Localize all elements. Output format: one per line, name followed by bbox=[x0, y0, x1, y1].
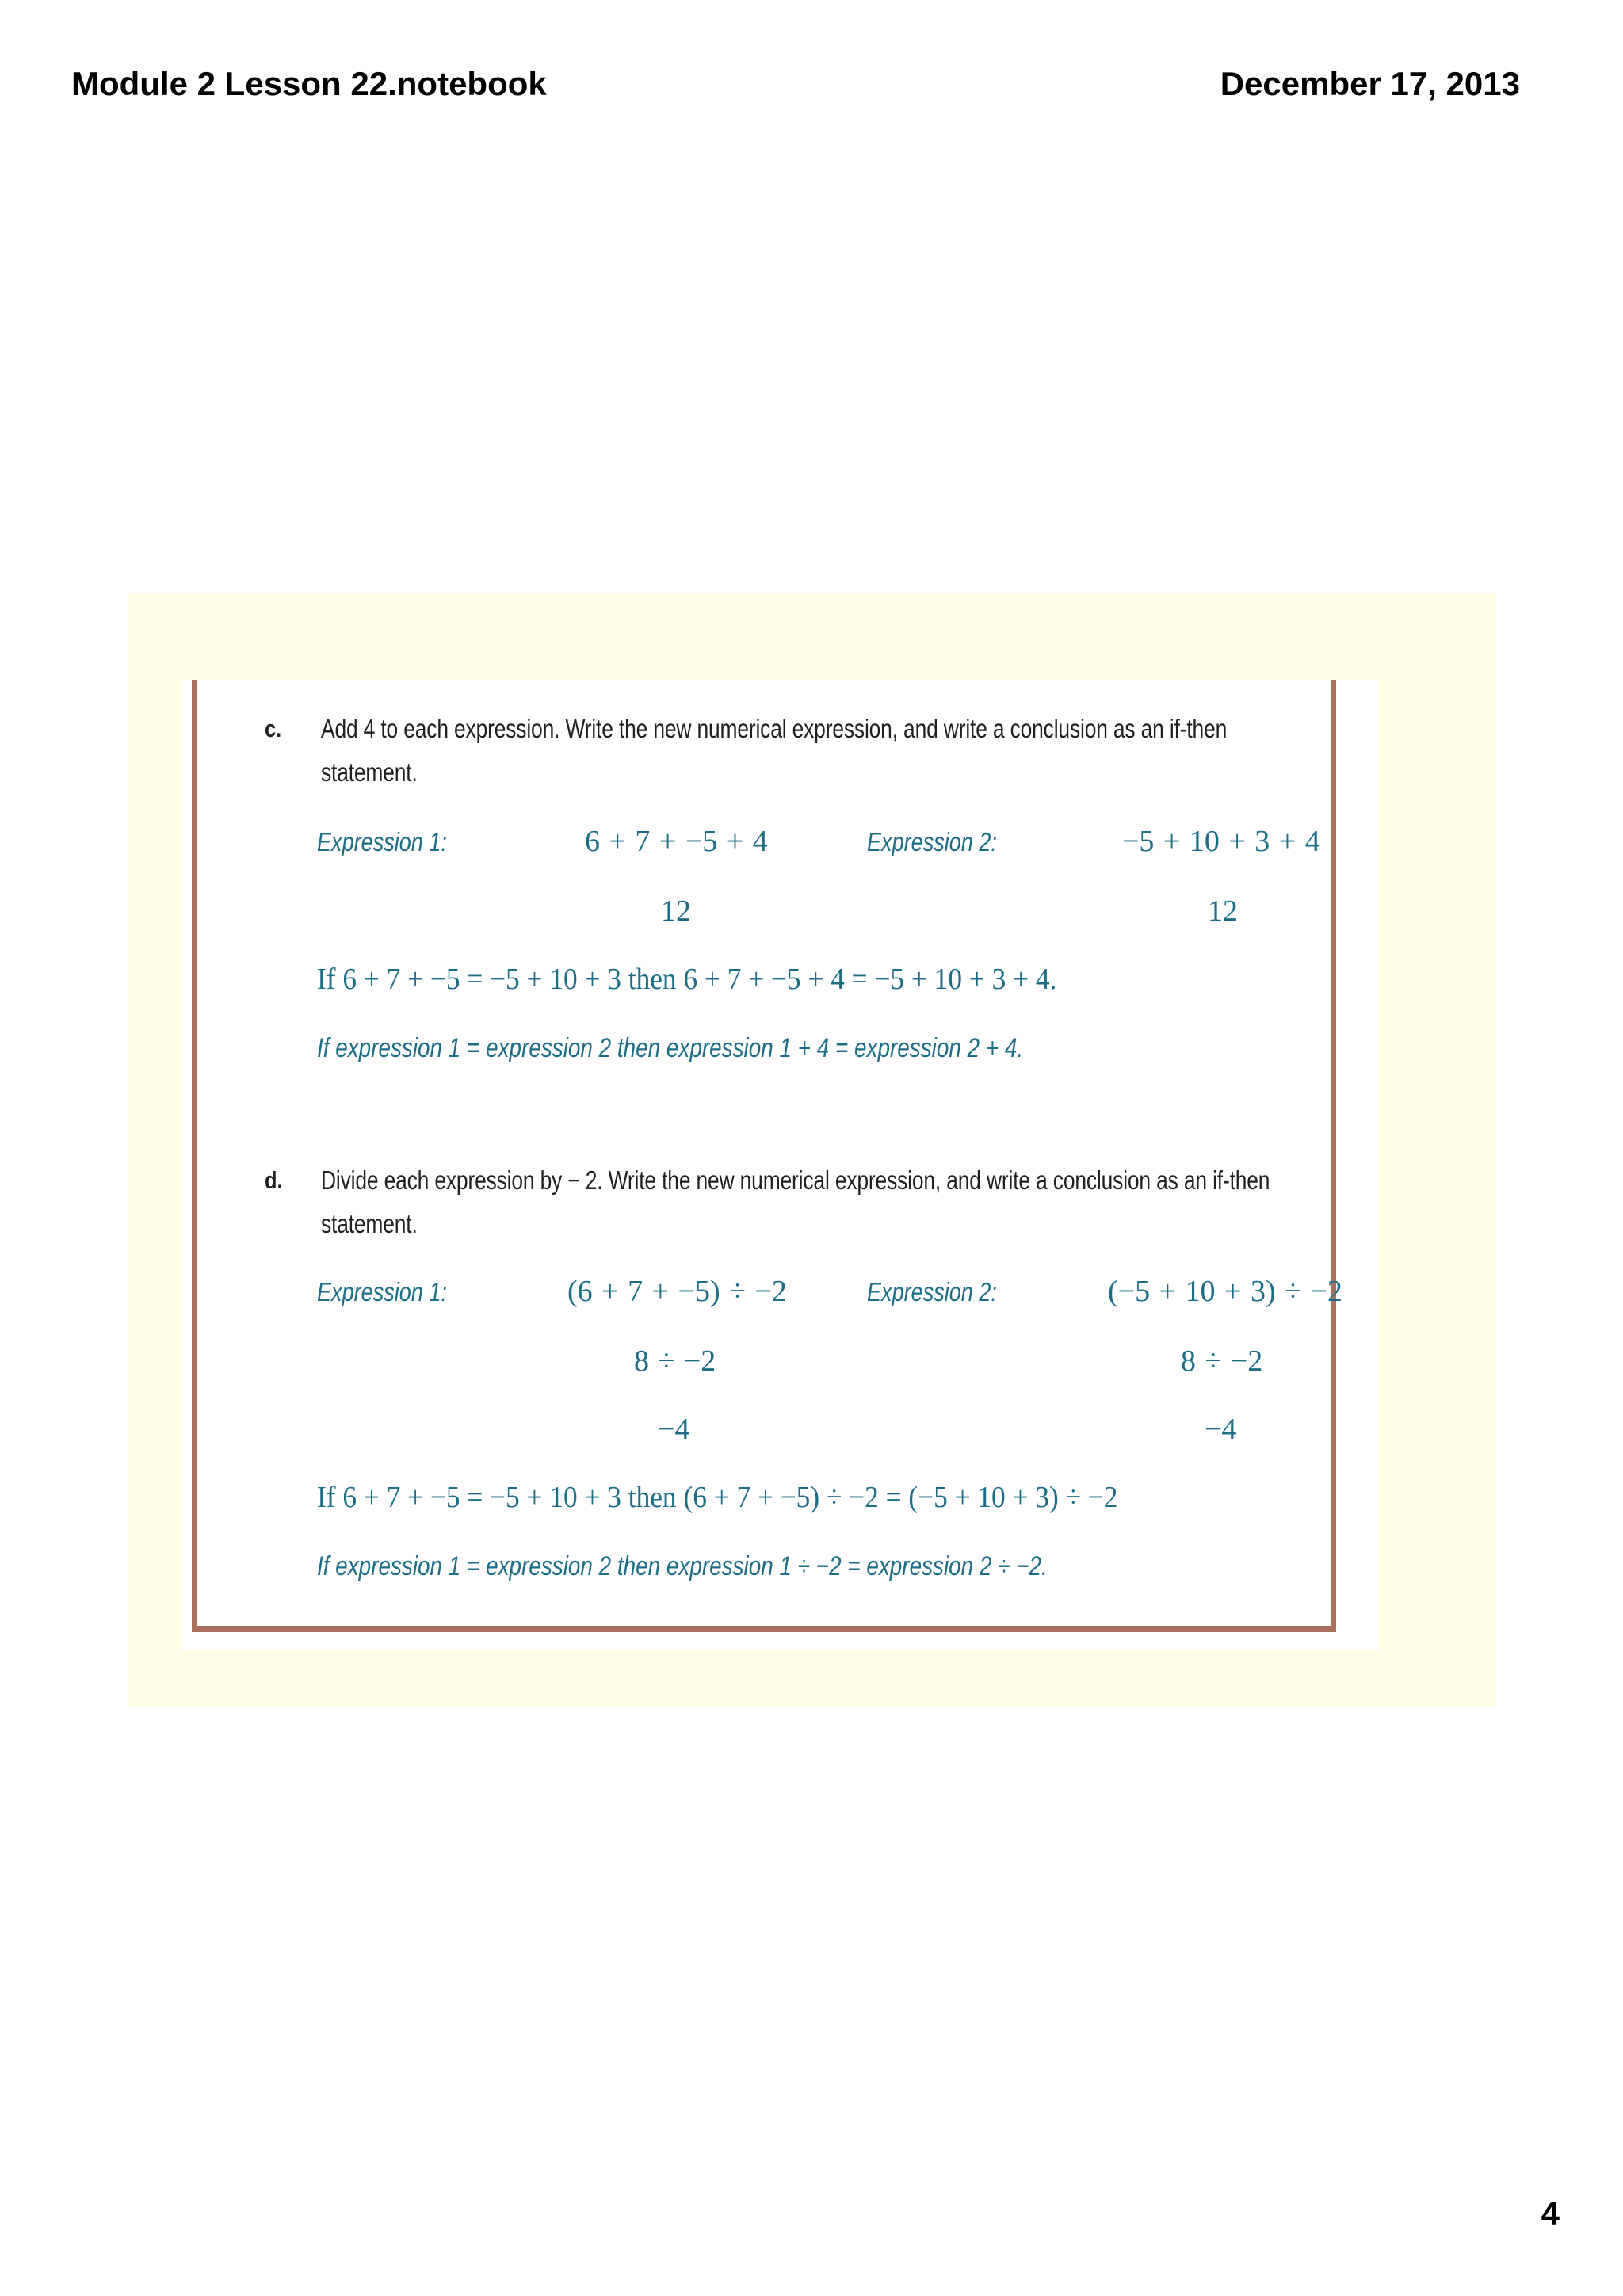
page-number: 4 bbox=[1541, 2195, 1560, 2232]
part-d-expression2-result: −4 bbox=[1205, 1413, 1237, 1446]
part-c-expression2-label: Expression 2: bbox=[867, 827, 997, 856]
part-d-expression1: (6 + 7 + −5) ÷ −2 bbox=[567, 1275, 787, 1308]
part-c-expression1-label: Expression 1: bbox=[317, 827, 447, 856]
part-d-expression2-step: 8 ÷ −2 bbox=[1181, 1344, 1263, 1378]
part-d-conclusion: If expression 1 = expression 2 then expression 1 ÷ −2 = expression 2 ÷ −2. bbox=[317, 1551, 1048, 1581]
part-d-expression1-result: −4 bbox=[658, 1413, 690, 1446]
part-d-expression2-label: Expression 2: bbox=[867, 1277, 997, 1306]
part-c-expression2: −5 + 10 + 3 + 4 bbox=[1122, 825, 1320, 858]
part-c-if-then-statement: If 6 + 7 + −5 = −5 + 10 + 3 then 6 + 7 + −5 + 4 = −5 + 10 + 3 + 4. bbox=[317, 963, 1057, 996]
part-d-letter: d. bbox=[265, 1166, 283, 1194]
document-title: Module 2 Lesson 22.notebook bbox=[71, 65, 547, 102]
part-d-prompt-line2: statement. bbox=[321, 1209, 418, 1238]
part-d-expression2: (−5 + 10 + 3) ÷ −2 bbox=[1108, 1275, 1342, 1308]
part-d-if-then-statement: If 6 + 7 + −5 = −5 + 10 + 3 then (6 + 7 + −5) ÷ −2 = (−5 + 10 + 3) ÷ −2 bbox=[317, 1481, 1118, 1514]
part-c-expression1: 6 + 7 + −5 + 4 bbox=[585, 825, 768, 858]
part-d-expression1-step: 8 ÷ −2 bbox=[634, 1344, 716, 1378]
part-c-prompt-line1: Add 4 to each expression. Write the new numerical expression, and write a conclusion as an if-then bbox=[321, 714, 1228, 743]
part-c-conclusion: If expression 1 = expression 2 then expression 1 + 4 = expression 2 + 4. bbox=[317, 1033, 1024, 1063]
part-c-letter: c. bbox=[265, 715, 282, 742]
part-c-expression1-result: 12 bbox=[661, 894, 691, 928]
part-d-prompt-line1: Divide each expression by − 2. Write the new numerical expression, and write a conclusion as an if-then bbox=[321, 1165, 1270, 1195]
part-c-expression2-result: 12 bbox=[1208, 894, 1238, 928]
part-c-prompt-line2: statement. bbox=[321, 757, 418, 787]
part-d-expression1-label: Expression 1: bbox=[317, 1277, 447, 1306]
document-date: December 17, 2013 bbox=[1220, 65, 1520, 102]
